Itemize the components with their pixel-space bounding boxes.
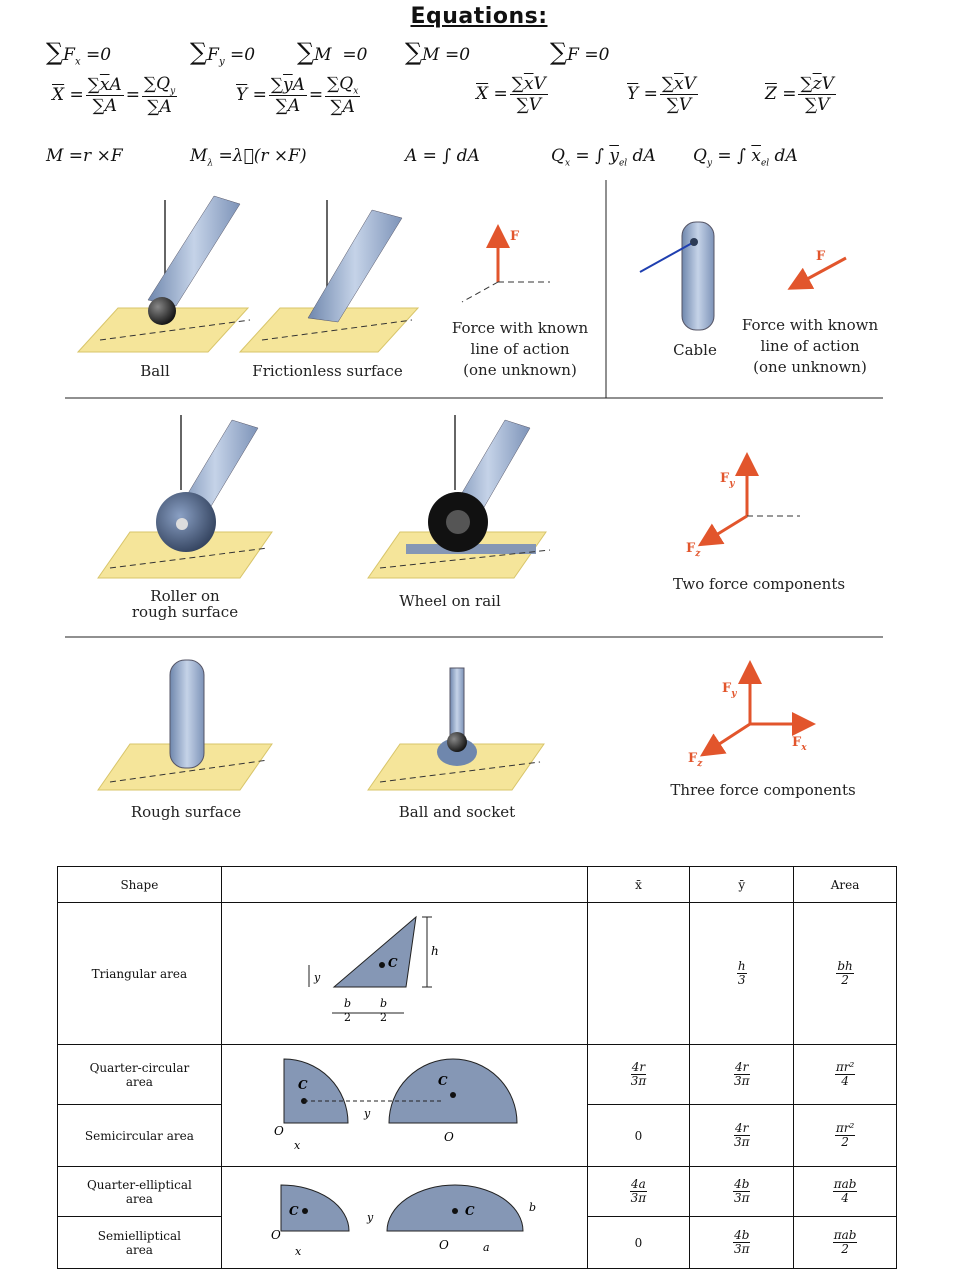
header-xbar: x̄ xyxy=(587,867,690,903)
qx-equation: $Q_x$ = ∫ $\overline{y}_{el}$ dA xyxy=(551,146,656,169)
ball-socket-label: Ball and socket xyxy=(398,803,516,821)
force-label-fy: $F_y$ xyxy=(720,471,735,489)
roller-label: Roller on rough surface xyxy=(131,587,239,621)
qy-equation: $Q_y$ = ∫ $\overline{x}_{el}$ dA xyxy=(693,146,798,169)
circular-figures xyxy=(274,1049,534,1159)
svg-text:x: x xyxy=(295,1245,302,1258)
header-figure xyxy=(221,867,587,903)
table-row xyxy=(58,1045,897,1105)
force-label-fz-3: $F_z$ xyxy=(688,751,703,769)
semicircle-xbar: 0 xyxy=(587,1105,690,1167)
semicircle-area: $\frac{\text{πr²}}{2}$ xyxy=(794,1105,897,1167)
svg-text:b: b xyxy=(529,1201,537,1214)
svg-text:O: O xyxy=(274,1124,285,1138)
svg-text:y: y xyxy=(364,1107,371,1120)
quarter-circle-area: $\frac{\text{πr²}}{4}$ xyxy=(794,1045,897,1105)
three-force-label: Three force components xyxy=(670,781,856,799)
sum-m-equation-1: ∑M =0 xyxy=(297,38,368,66)
svg-text:2: 2 xyxy=(344,1011,352,1024)
force-label-fx-3: $F_x$ xyxy=(792,735,807,753)
table-row xyxy=(58,903,897,1045)
quarter-circle-xbar: $\frac{4r}{3\pi}$ xyxy=(587,1045,690,1105)
shape-name: Semicircular area xyxy=(58,1105,222,1167)
wheel-rail-support-figure xyxy=(368,415,550,578)
svg-text:x: x xyxy=(294,1139,301,1152)
rough-surface-label: Rough surface xyxy=(130,803,242,821)
sum-fy-equation: $\sum F_y =0$ xyxy=(190,38,256,68)
semi-ellipse-ybar: $\frac{4b}{3\pi}$ xyxy=(690,1217,794,1269)
semicircle-ybar: $\frac{4r}{3\pi}$ xyxy=(690,1105,794,1167)
two-force-label: Two force components xyxy=(672,575,846,593)
svg-text:y: y xyxy=(314,971,321,984)
cable-support-figure xyxy=(640,222,714,330)
table-row xyxy=(58,1167,897,1217)
moment-axis-equation: $M_\lambda$ =λ⃗(r ×F) xyxy=(190,146,307,169)
force-label-fz: $F_z$ xyxy=(686,541,701,559)
svg-text:y: y xyxy=(367,1211,374,1224)
ellipse-figures-cell xyxy=(221,1167,587,1269)
triangle-figure-cell xyxy=(221,903,587,1045)
header-area: Area xyxy=(794,867,897,903)
quarter-ellipse-xbar: $\frac{4a}{3\pi}$ xyxy=(587,1167,690,1217)
quarter-ellipse-ybar: $\frac{4b}{3\pi}$ xyxy=(690,1167,794,1217)
header-ybar: ȳ xyxy=(690,867,794,903)
ball-label: Ball xyxy=(140,362,170,380)
svg-text:b: b xyxy=(380,997,388,1010)
svg-text:C: C xyxy=(298,1078,308,1092)
svg-text:C: C xyxy=(388,956,398,970)
triangle-figure xyxy=(304,907,504,1037)
svg-text:a: a xyxy=(483,1241,490,1254)
ybar-area-equation: $\overline{Y}$ = $\frac{\sum\overline{y}A}{\sum A}$ = $\frac{\sum Q_x}{\sum A}$ xyxy=(236,74,359,118)
svg-text:C: C xyxy=(289,1204,299,1218)
force-label-f: F xyxy=(510,229,520,244)
triangle-xbar xyxy=(587,903,690,1045)
force-arrow-2 xyxy=(798,249,846,284)
force-label-f-2: F xyxy=(816,249,826,264)
three-force-arrows xyxy=(688,672,807,769)
roller-support-figure xyxy=(98,415,272,578)
shape-name: Quarter-circular area xyxy=(58,1045,222,1105)
force-known-label-1: Force with known line of action (one unknown) xyxy=(451,319,589,379)
force-known-label-2: Force with known line of action (one unknown) xyxy=(741,316,879,376)
triangle-area: $\frac{bh}{2}$ xyxy=(794,903,897,1045)
quarter-ellipse-area: πab 4 xyxy=(794,1167,897,1217)
ball-support-figure xyxy=(78,196,250,352)
svg-text:b: b xyxy=(344,997,352,1010)
frictionless-support-figure xyxy=(240,200,418,352)
shape-name: Quarter-elliptical area xyxy=(58,1167,222,1217)
shape-name: Semielliptical area xyxy=(58,1217,222,1269)
centroid-table xyxy=(57,866,897,1269)
header-shape: Shape xyxy=(58,867,222,903)
sum-f-equation: ∑F =0 xyxy=(550,38,610,66)
force-label-fy-3: $F_y$ xyxy=(722,681,737,699)
cable-label: Cable xyxy=(673,341,717,359)
xbar-area-equation: $\overline{X}$ = $\frac{\sum\overline{x}A}{\sum A}$ = $\frac{\sum Q_y}{\sum A}$ xyxy=(52,74,176,118)
xbar-volume-equation: $\overline{X}$ = $\frac{\sum\overline{x}V}{\sum V}$ xyxy=(476,74,546,115)
semi-ellipse-xbar: 0 xyxy=(587,1217,690,1269)
area-integral-equation: A = ∫ dA xyxy=(405,146,480,166)
rough-surface-figure xyxy=(98,660,272,790)
semi-ellipse-area: πab 2 xyxy=(794,1217,897,1269)
ybar-volume-equation: $\overline{Y}$ = $\frac{\sum\overline{x}V}{\sum V}$ xyxy=(627,74,696,115)
zbar-volume-equation: $\overline{Z}$ = $\frac{\sum\overline{z}V}{\sum V}$ xyxy=(765,74,834,115)
sum-fx-equation: $\sum F_x =0$ xyxy=(46,38,112,68)
two-force-arrows xyxy=(686,464,800,559)
svg-text:2: 2 xyxy=(380,1011,388,1024)
svg-text:C: C xyxy=(465,1204,475,1218)
table-header-row xyxy=(58,867,897,903)
elliptical-figures xyxy=(269,1171,539,1261)
sum-m-equation-2: ∑M =0 xyxy=(405,38,471,66)
svg-text:O: O xyxy=(439,1238,450,1252)
triangle-ybar: $\frac{h}{3}$ xyxy=(690,903,794,1045)
svg-text:O: O xyxy=(271,1228,282,1242)
svg-text:C: C xyxy=(438,1074,448,1088)
circle-figures-cell xyxy=(221,1045,587,1167)
svg-text:h: h xyxy=(431,944,439,958)
moment-equation: M =r ×F xyxy=(46,146,123,166)
wheel-rail-label: Wheel on rail xyxy=(399,592,501,610)
frictionless-label: Frictionless surface xyxy=(252,362,403,380)
force-arrow-1 xyxy=(462,229,550,302)
shape-name: Triangular area xyxy=(58,903,222,1045)
page-title: Equations: xyxy=(410,4,548,29)
ball-socket-figure xyxy=(368,668,544,790)
quarter-circle-ybar: $\frac{4r}{3\pi}$ xyxy=(690,1045,794,1105)
svg-text:O: O xyxy=(444,1130,455,1144)
